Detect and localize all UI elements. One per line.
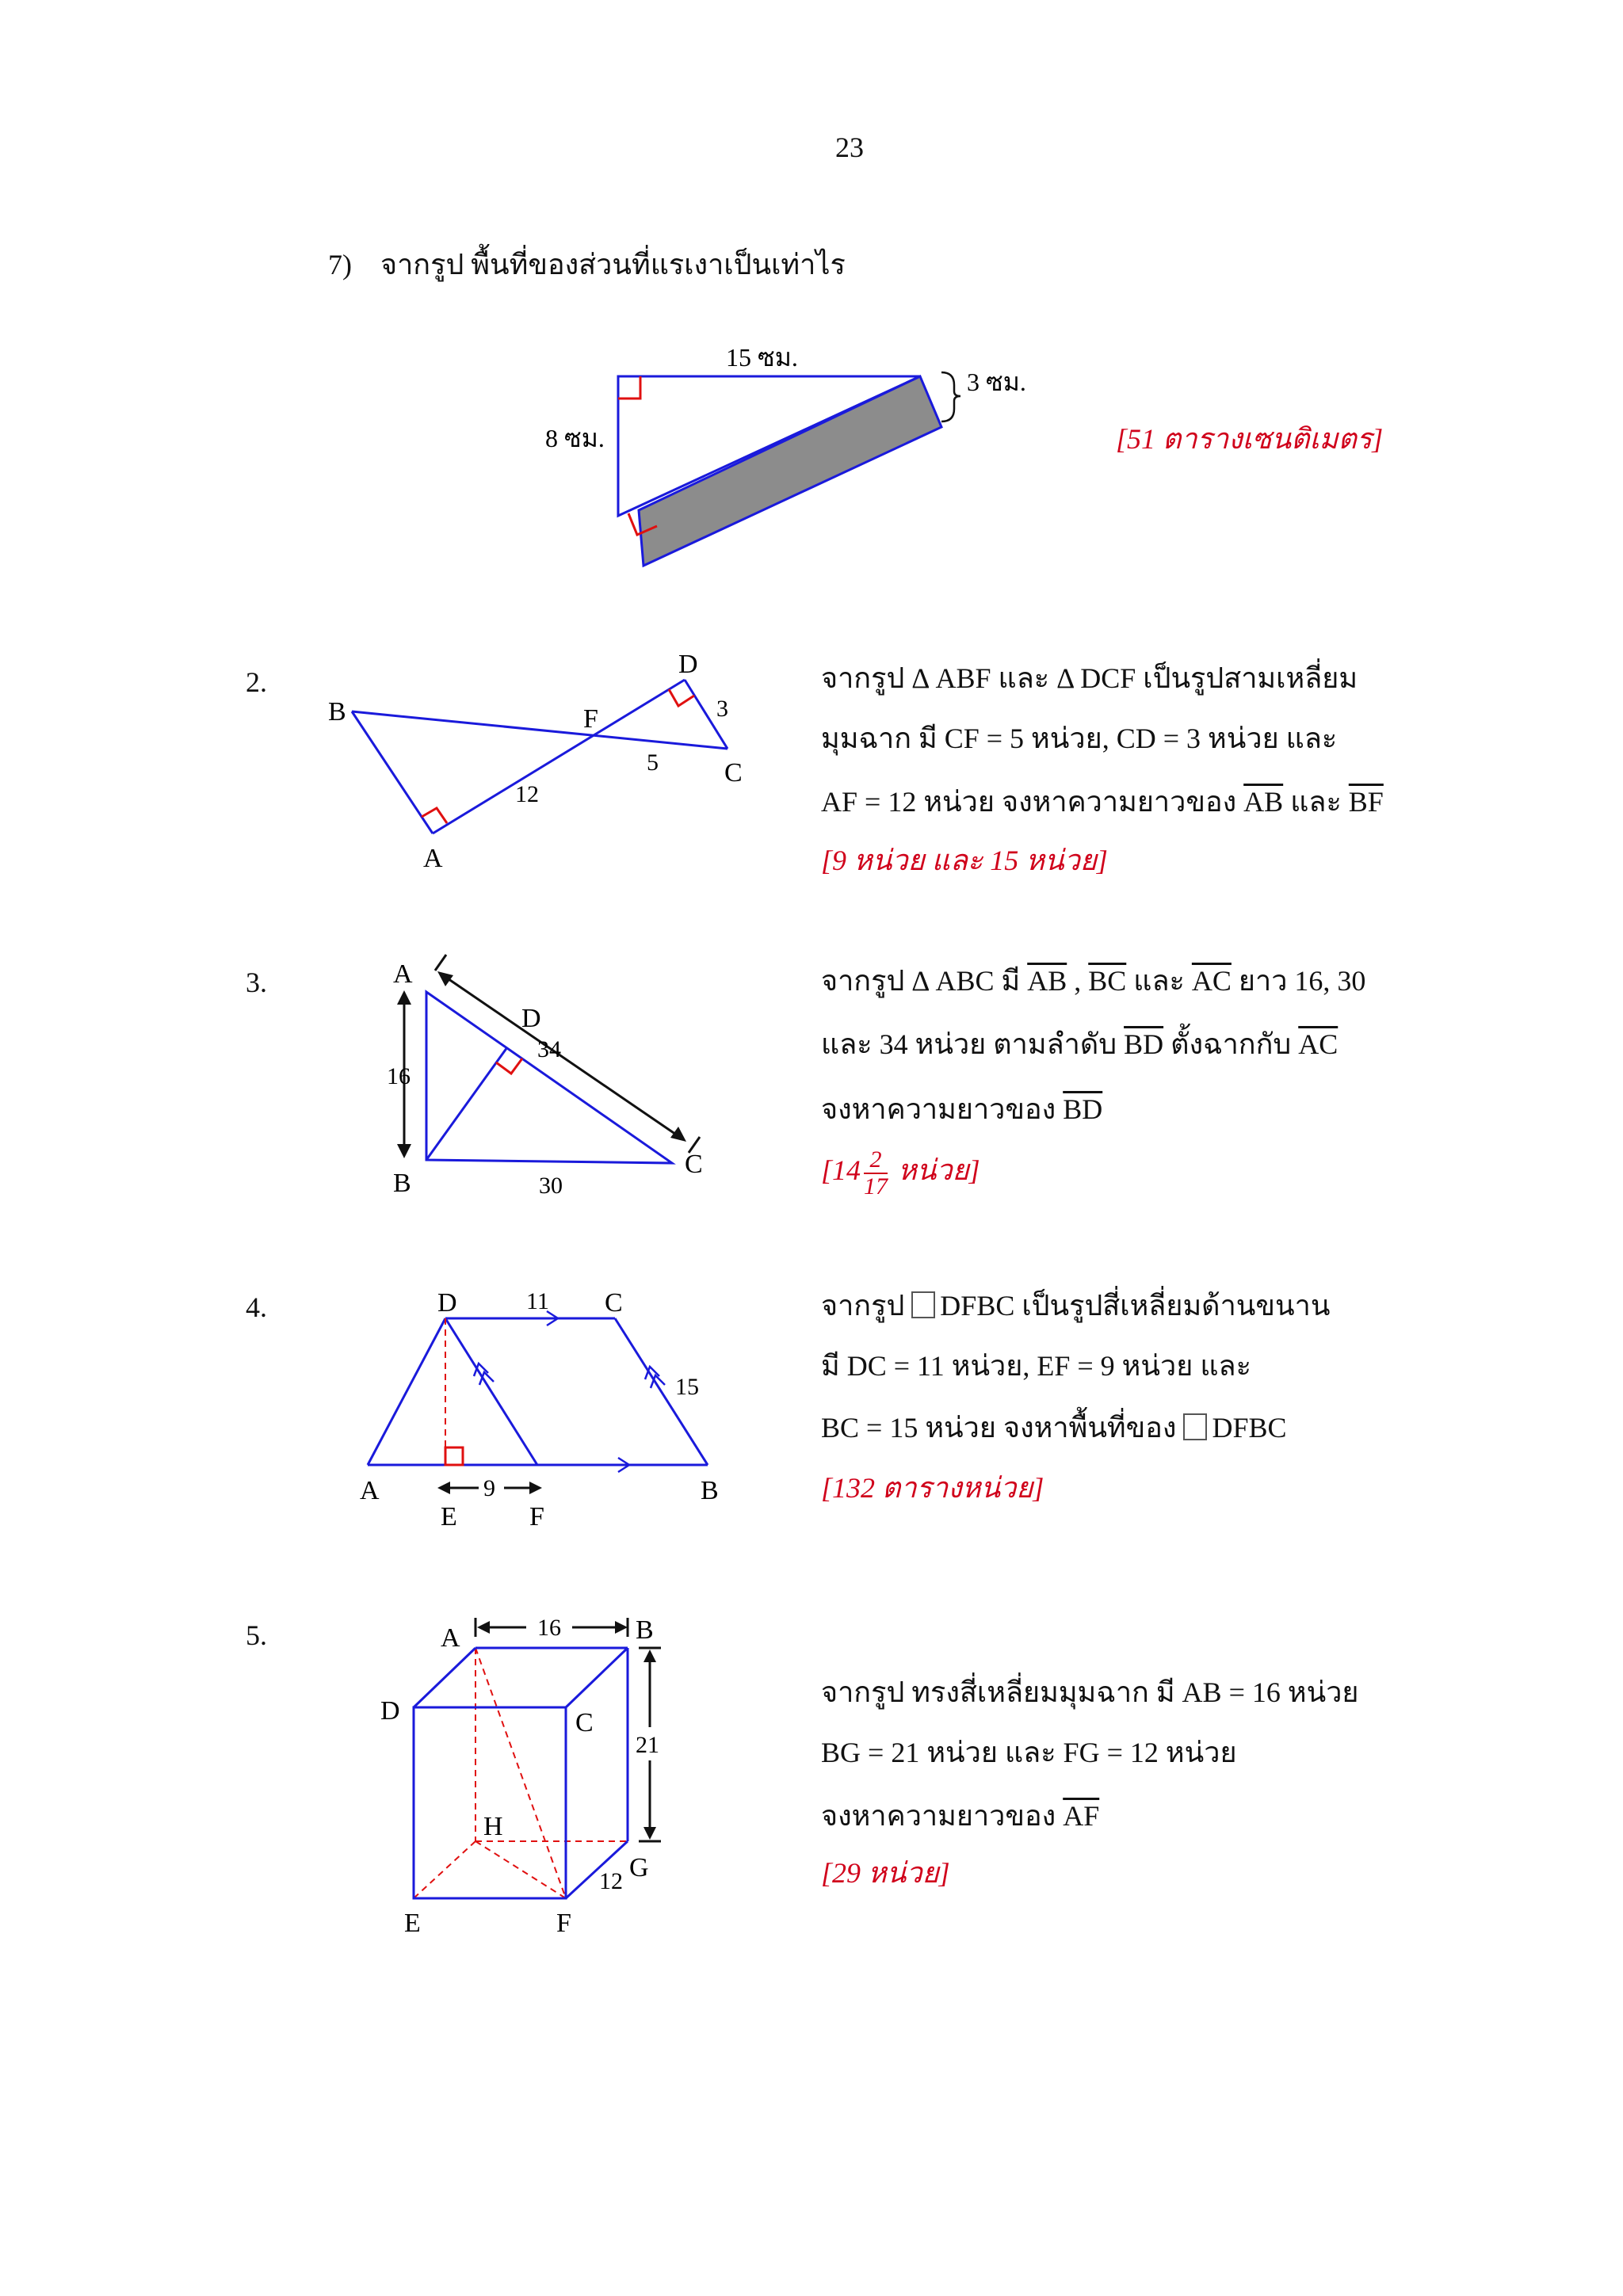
q4-label-ef: 9 bbox=[483, 1475, 495, 1501]
q5-hidden-line-hf bbox=[475, 1841, 566, 1898]
q5-label-b: B bbox=[636, 1615, 654, 1645]
q3-sep: , bbox=[1067, 965, 1089, 997]
q2-label-d: D bbox=[678, 650, 698, 679]
q3-label-bc: 30 bbox=[539, 1173, 563, 1199]
q2-label-f: F bbox=[583, 704, 598, 734]
q4-label-b: B bbox=[701, 1476, 719, 1505]
q5-label-h: H bbox=[483, 1812, 503, 1841]
q3-line3-text: จงหาความยาวของ bbox=[821, 1093, 1064, 1125]
q7-answer: [51 ตารางเซนติเมตร] bbox=[1116, 423, 1384, 455]
q7-label-top: 15 ซม. bbox=[726, 343, 798, 372]
q5-label-fg: 12 bbox=[599, 1868, 623, 1894]
q5-label-c: C bbox=[575, 1708, 594, 1737]
q3-answer-open: [14 bbox=[821, 1154, 861, 1186]
q4-line2: มี DC = 11 หน่วย, EF = 9 หน่วย และ bbox=[821, 1350, 1251, 1382]
q5-label-f: F bbox=[556, 1909, 571, 1938]
q5-seg-af: $\overline{AF}$ bbox=[1063, 1800, 1100, 1832]
q5-label-bg: 21 bbox=[636, 1732, 659, 1758]
q4-answer: [132 ตารางหน่วย] bbox=[821, 1472, 1044, 1504]
q5-answer: [29 หน่วย] bbox=[821, 1857, 950, 1889]
q3-seg-bd2: $\overline{BD}$ bbox=[1063, 1093, 1103, 1125]
q5-label-d: D bbox=[380, 1696, 400, 1726]
q3-seg-bd: $\overline{BD}$ bbox=[1124, 1028, 1164, 1060]
q3-label-d: D bbox=[521, 1004, 541, 1033]
q3-line1-text: จากรูป Δ ABC มี bbox=[821, 965, 1028, 997]
q4-line3-post: DFBC bbox=[1212, 1412, 1287, 1444]
q4-line1-post: DFBC เป็นรูปสี่เหลี่ยมด้านขนาน bbox=[940, 1290, 1331, 1322]
q3-seg-ab: $\overline{AB}$ bbox=[1027, 965, 1067, 997]
q2-number: 2. bbox=[246, 666, 267, 698]
q2-answer: [9 หน่วย และ 15 หน่วย] bbox=[821, 845, 1108, 876]
q4-line1-text: จากรูป bbox=[821, 1290, 912, 1322]
q4-label-dc: 11 bbox=[526, 1288, 549, 1314]
q2-line1: จากรูป Δ ABF และ Δ DCF เป็นรูปสามเหลี่ยม bbox=[821, 662, 1358, 694]
q3-line2-text: และ 34 หน่วย ตามลำดับ bbox=[821, 1028, 1125, 1060]
q5-arrowhead-b bbox=[615, 1621, 628, 1634]
q2-label-fc: 5 bbox=[647, 749, 659, 776]
q5-number: 5. bbox=[246, 1619, 267, 1651]
q3-label-ac: 34 bbox=[537, 1036, 561, 1062]
q4-label-d: D bbox=[437, 1288, 457, 1318]
q4-label-a: A bbox=[360, 1476, 380, 1505]
q5-line1: จากรูป ทรงสี่เหลี่ยมมุมฉาก มี AB = 16 หน่วย bbox=[821, 1676, 1359, 1708]
q3-answer-numerator: 2 bbox=[864, 1147, 888, 1174]
q5-label-e: E bbox=[404, 1909, 421, 1938]
q3-label-a: A bbox=[393, 959, 413, 989]
q7-label-width: 3 ซม. bbox=[967, 368, 1026, 396]
q3-answer-denominator: 17 bbox=[864, 1173, 888, 1199]
q7-label-left: 8 ซม. bbox=[545, 424, 605, 452]
q3-label-b: B bbox=[393, 1169, 411, 1198]
q2-line3-mid: และ bbox=[1283, 786, 1349, 818]
q3-label-c: C bbox=[685, 1150, 703, 1179]
q5-edge-bc bbox=[566, 1648, 628, 1707]
q5-arrowhead-b-vertical bbox=[643, 1650, 656, 1662]
q4-label-c: C bbox=[605, 1288, 623, 1318]
q4-line3-text: BC = 15 หน่วย จงหาพื้นที่ของ bbox=[821, 1412, 1184, 1444]
q3-seg-ac2: $\overline{AC}$ bbox=[1298, 1028, 1338, 1060]
q5-label-ab: 16 bbox=[537, 1615, 561, 1641]
q2-label-c: C bbox=[724, 758, 743, 788]
page-number: 23 bbox=[835, 132, 864, 163]
q2-seg-ab: $\overline{AB}$ bbox=[1243, 786, 1284, 818]
q7-question: จากรูป พื้นที่ของส่วนที่แรเงาเป็นเท่าไร bbox=[380, 249, 846, 280]
q5-arrowhead-a bbox=[477, 1621, 490, 1634]
q2-label-a: A bbox=[423, 844, 443, 873]
q5-front-face bbox=[414, 1707, 566, 1898]
q2-seg-bf: $\overline{BF}$ bbox=[1348, 786, 1384, 818]
q3-seg-bc: $\overline{BC}$ bbox=[1088, 965, 1127, 997]
q5-line2: BG = 21 หน่วย และ FG = 12 หน่วย bbox=[821, 1737, 1237, 1768]
q5-edge-da bbox=[414, 1648, 475, 1707]
q3-line1-mid: และ bbox=[1126, 965, 1192, 997]
q3-seg-ac: $\overline{AC}$ bbox=[1191, 965, 1232, 997]
q2-label-cd: 3 bbox=[716, 696, 728, 722]
q3-label-ab: 16 bbox=[387, 1063, 411, 1089]
q2-line2: มุมฉาก มี CF = 5 หน่วย, CD = 3 หน่วย และ bbox=[821, 723, 1338, 754]
q3-number: 3. bbox=[246, 967, 267, 998]
q3-line1-post: ยาว 16, 30 bbox=[1231, 965, 1366, 997]
q7-number: 7) bbox=[328, 249, 352, 280]
q3-line2-mid: ตั้งฉากกับ bbox=[1163, 1028, 1299, 1060]
q5-arrowhead-g bbox=[643, 1827, 656, 1840]
q4-label-f: F bbox=[529, 1502, 544, 1531]
q5-label-g: G bbox=[629, 1853, 649, 1882]
q2-label-b: B bbox=[328, 697, 346, 727]
q5-line3 bbox=[821, 1802, 1099, 1830]
q4-number: 4. bbox=[246, 1291, 267, 1323]
q5-hidden-edge-he bbox=[414, 1841, 475, 1898]
q2-line3-text: AF = 12 หน่วย จงหาความยาวของ bbox=[821, 786, 1244, 818]
q3-answer-close: หน่วย] bbox=[891, 1154, 980, 1186]
q5-label-a: A bbox=[441, 1623, 460, 1653]
q4-label-bc: 15 bbox=[675, 1374, 699, 1400]
q2-label-af: 12 bbox=[515, 781, 539, 807]
q5-line3-text: จงหาความยาวของ bbox=[821, 1800, 1064, 1832]
q4-label-e: E bbox=[441, 1502, 457, 1531]
q5-diagonal-af bbox=[475, 1648, 566, 1898]
